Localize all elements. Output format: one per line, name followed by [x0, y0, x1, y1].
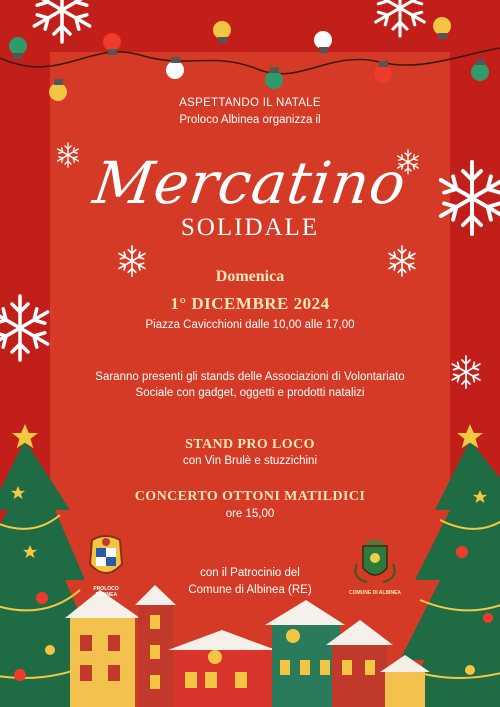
lights-wire	[0, 48, 500, 74]
comune-logo	[345, 538, 405, 600]
overline-text: ASPETTANDO IL NATALE	[179, 97, 321, 109]
event-description: Saranno presenti gli stands delle Associazioni di Volontariato Sociale con gadget, oggetti e prodotti natalizi	[95, 371, 405, 399]
organizer-text: Proloco Albinea organizza il	[179, 114, 321, 126]
patronage-line-1: con il Patrocinio del	[200, 567, 300, 579]
concert-title: CONCERTO OTTONI MATILDICI	[134, 489, 366, 504]
snowflake-icon	[34, 0, 89, 42]
stand-subtitle: con Vin Brulè e stuzzichini	[182, 455, 318, 467]
comune-caption: COMUNE DI ALBINEA	[348, 590, 402, 596]
proloco-logo	[82, 534, 130, 602]
proloco-caption-2: ALBINEA	[94, 592, 118, 598]
main-title: SOLIDALE	[180, 214, 320, 241]
snowflake-icon	[376, 0, 424, 36]
stand-title: STAND PRO LOCO	[185, 437, 315, 452]
concert-time: ore 15,00	[225, 508, 275, 520]
patronage-line-2: Comune di Albinea (RE)	[188, 584, 312, 596]
snowflake-icon	[452, 356, 480, 388]
patronage-text	[150, 565, 350, 599]
proloco-caption-1: PROLOCO	[93, 586, 119, 592]
house-icon	[380, 655, 430, 707]
house-icon	[135, 585, 176, 707]
event-day: Domenica	[215, 268, 285, 285]
municipal-crest-icon	[345, 538, 405, 588]
event-date: 1° DICEMBRE 2024	[170, 294, 330, 313]
script-title: Mercatino	[89, 149, 411, 217]
event-place-time: Piazza Cavicchioni dalle 10,00 alle 17,00	[145, 319, 355, 331]
house-icon	[168, 630, 276, 707]
proloco-crest-icon	[82, 534, 130, 586]
